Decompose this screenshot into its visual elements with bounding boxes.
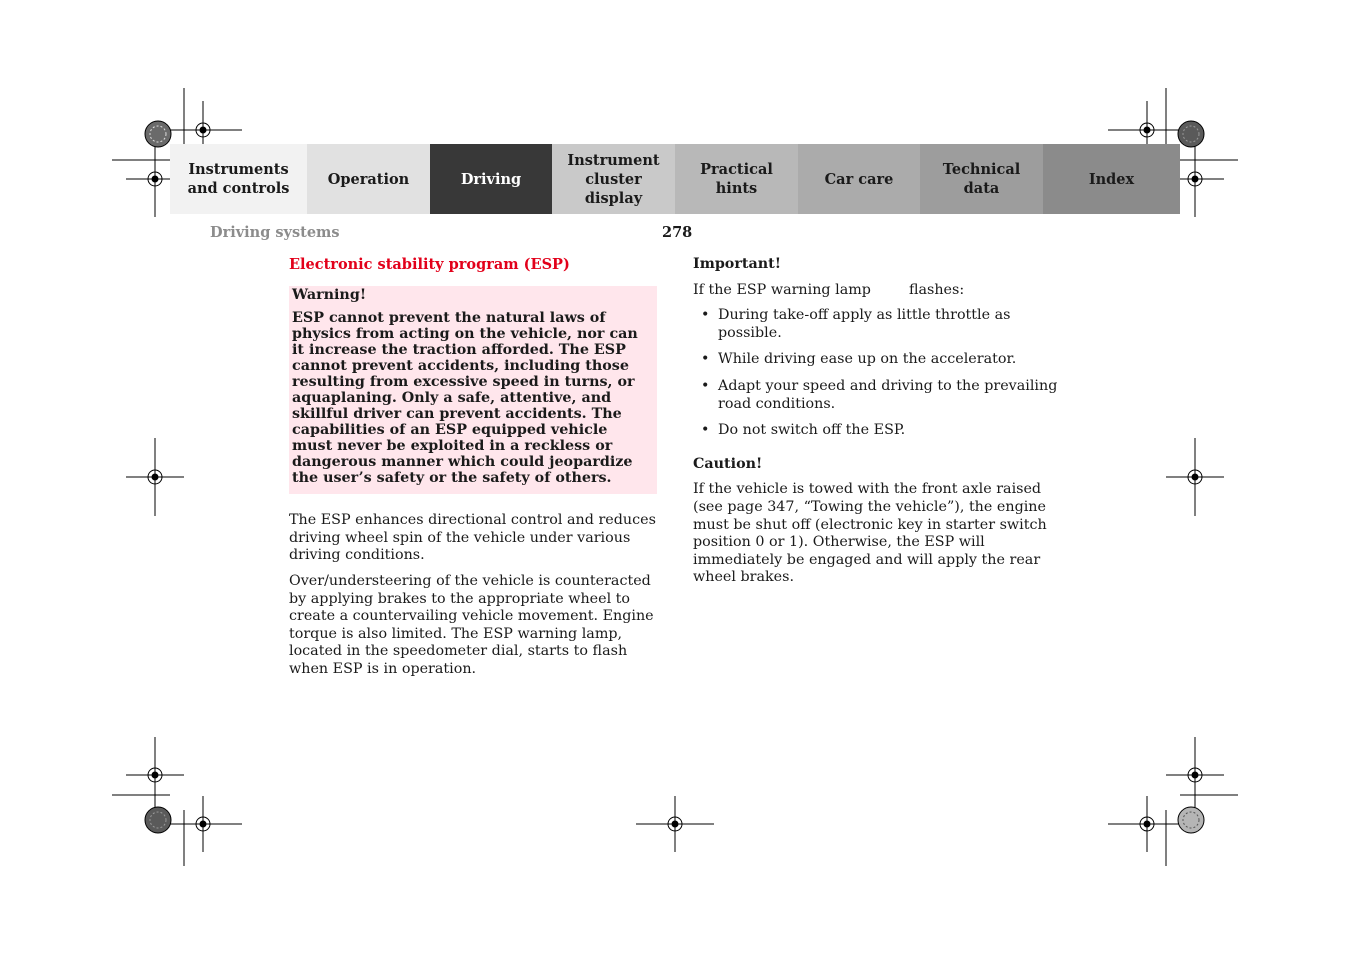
warning-title: Warning! bbox=[292, 286, 367, 303]
tab-car-care[interactable]: Car care bbox=[798, 144, 920, 214]
left-column bbox=[289, 256, 659, 687]
registration-mark-right-lower bbox=[1166, 737, 1224, 814]
tab-driving[interactable]: Driving bbox=[430, 144, 552, 214]
body-paragraph: The ESP enhances directional control and reduces driving wheel spin of the vehicle under various driving conditions. bbox=[289, 512, 656, 564]
color-target-top-left bbox=[145, 121, 171, 147]
color-target-bottom-left bbox=[145, 807, 171, 833]
tab-technical-data[interactable]: Technical data bbox=[920, 144, 1043, 214]
registration-mark-left-lower bbox=[126, 737, 184, 814]
warning-text: ESP cannot prevent the natural laws of physics from acting on the vehicle, nor can it increase the traction afforded. The ESP cannot prevent accidents, including those resulting from excessive speed in turns, or aquaplaning. Only a safe, attentive, and skillful driver can prevent accidents. The capabilities of an ESP equipped vehicle must never be exploited in a reckless or dangerous manner which could jeopardize the user’s safety or the safety of others. bbox=[292, 310, 638, 487]
body-paragraph: Over/understeering of the vehicle is counteracted by applying brakes to the appropriate wheel to create a countervailing vehicle movement. Engine torque is also limited. The ESP warning lamp, located in the speedometer dial, starts to flash when ESP is in operation. bbox=[289, 572, 654, 677]
color-target-bottom-right bbox=[1178, 807, 1204, 833]
tab-instruments-and-controls[interactable]: Instruments and controls bbox=[170, 144, 307, 214]
tab-operation[interactable]: Operation bbox=[307, 144, 430, 214]
list-item: • Do not switch off the ESP. bbox=[693, 422, 1068, 440]
caution-text: If the vehicle is towed with the front axle raised (see page 347, “Towing the vehicle”), the engine must be shut off (electronic key in starter switch position 0 or 1). Otherwise, the ESP will immediately be engaged and will apply the rear wheel brakes. bbox=[693, 481, 1047, 586]
important-list bbox=[693, 307, 1068, 440]
section-title: Driving systems bbox=[210, 224, 340, 241]
tab-practical-hints[interactable]: Practical hints bbox=[675, 144, 798, 214]
section-heading: Electronic stability program (ESP) bbox=[289, 256, 570, 273]
list-item: • Adapt your speed and driving to the prevailing road conditions. bbox=[693, 378, 1068, 413]
registration-mark-bottom-left bbox=[164, 796, 242, 852]
registration-mark-bottom-center bbox=[636, 796, 714, 852]
important-intro: If the ESP warning lamp flashes: bbox=[693, 281, 965, 298]
caution-title: Caution! bbox=[693, 455, 763, 472]
important-title: Important! bbox=[693, 256, 782, 272]
list-item: • During take-off apply as little throttle as possible. bbox=[693, 307, 1068, 342]
color-target-top-right bbox=[1178, 121, 1204, 147]
tab-index[interactable]: Index bbox=[1043, 144, 1180, 214]
right-column bbox=[693, 256, 1068, 595]
page-number: 278 bbox=[662, 224, 693, 241]
registration-mark-left-middle bbox=[126, 438, 184, 516]
list-item: • While driving ease up on the accelerator. bbox=[693, 351, 1068, 369]
warning-box bbox=[289, 286, 657, 495]
registration-mark-bottom-right bbox=[1108, 796, 1186, 852]
chapter-navigation bbox=[170, 144, 1180, 214]
registration-mark-right-middle bbox=[1166, 438, 1224, 516]
tab-instrument-cluster-display[interactable]: Instrument cluster display bbox=[552, 144, 675, 214]
